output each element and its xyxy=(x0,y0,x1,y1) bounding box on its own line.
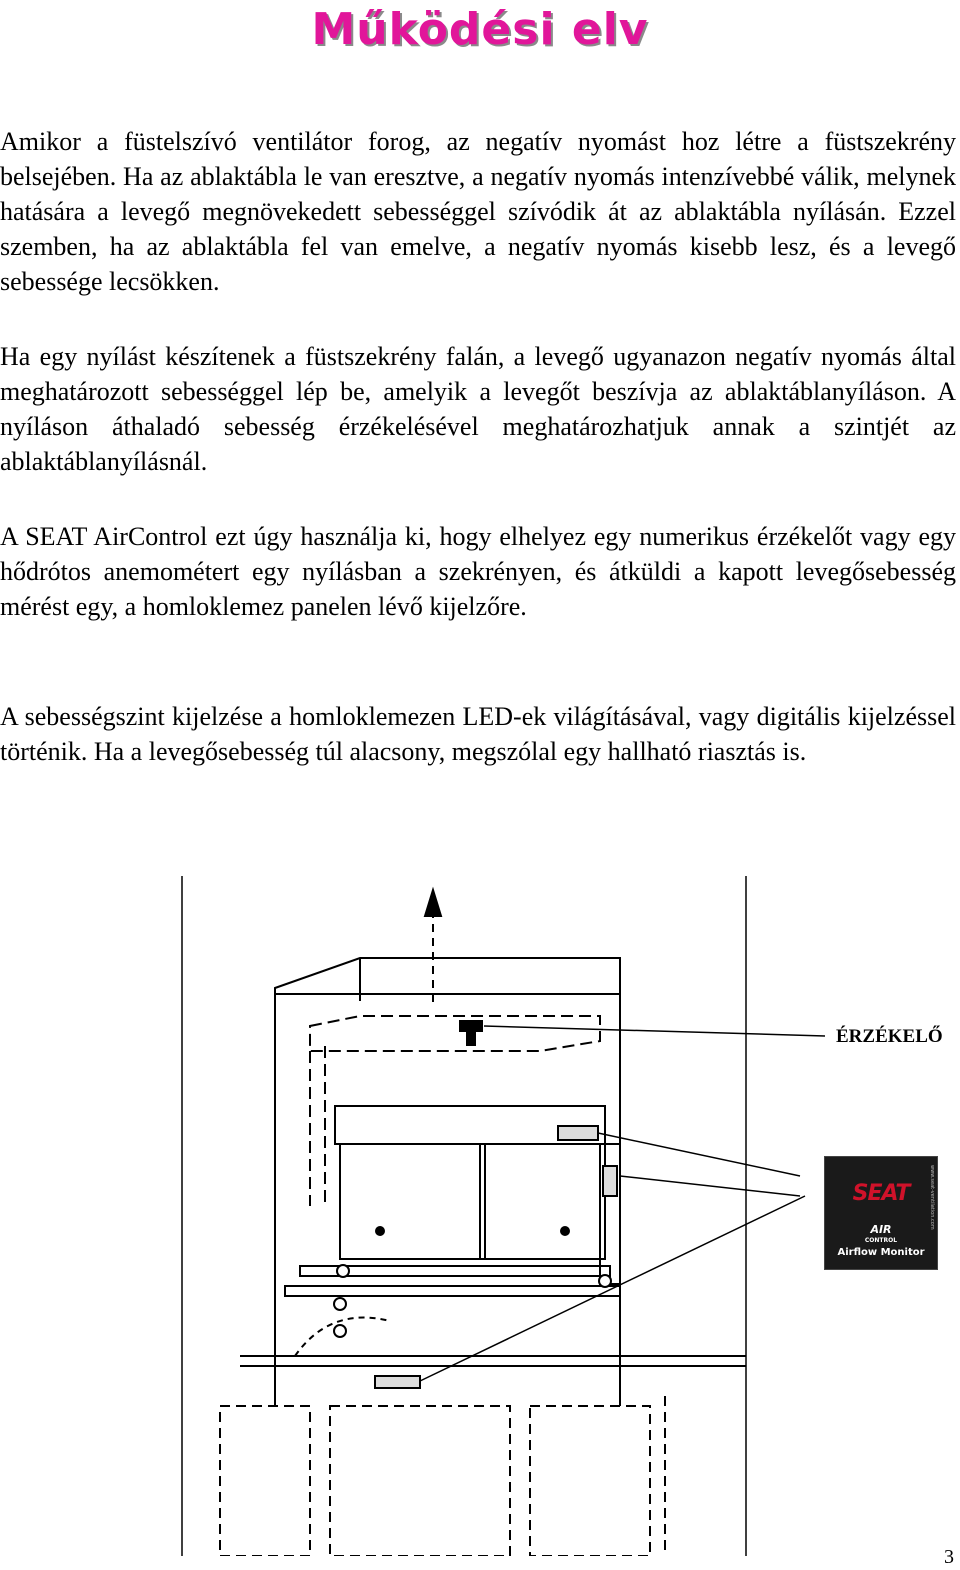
sensor-label: ÉRZÉKELŐ xyxy=(836,1026,943,1047)
panel-pointer-line xyxy=(598,1133,800,1176)
sensor-body xyxy=(460,1021,482,1031)
bottom-pointer-line xyxy=(420,1196,805,1381)
base-cabinet-right xyxy=(530,1406,650,1556)
base-cabinet-left xyxy=(220,1406,310,1556)
paragraph-working-principle: Amikor a füstelszívó ventilátor forog, az negatív nyomást hoz létre a füstszekrény belsejében. Ha az ablaktábla le van eresztve, a negatív nyomás intenzívebbé válik, melynek hatására a levegő megnövekedett sebességgel szívódik át az ablaktábla nyílásán. Ezzel szemben, ha az ablaktábla fel van emelve, a negatív nyomás kisebb lesz, és a levegő sebessége lecsökken. xyxy=(0,127,956,296)
bottom-display xyxy=(375,1376,420,1388)
cabinet-top xyxy=(275,958,620,994)
sash-window xyxy=(340,1144,605,1259)
page-number: 3 xyxy=(944,1546,954,1568)
monitor-subtitle: Airflow Monitor xyxy=(837,1247,925,1258)
monitor-control-label: CONTROL xyxy=(864,1237,898,1244)
side-pointer-line xyxy=(620,1176,800,1196)
sensor-pointer-line xyxy=(484,1026,825,1036)
interior-ceiling xyxy=(310,1016,600,1051)
exhaust-arrow-icon xyxy=(425,890,441,916)
monitor-website: www.seat-ventilation.com xyxy=(929,1165,935,1230)
page-title: Működési elv xyxy=(311,4,649,55)
sensor-stem xyxy=(467,1031,475,1045)
base-cabinet-middle xyxy=(330,1406,510,1556)
airflow-monitor-logo xyxy=(824,1156,938,1270)
monitor-brand: SEAT xyxy=(852,1181,910,1206)
monitor-air-label: AIR xyxy=(870,1223,892,1236)
paragraph-aircontrol: A SEAT AirControl ezt úgy használja ki, hogy elhelyez egy numerikus érzékelőt vagy egy hődrótos anemométert egy nyílásban a szekrényen, és átküldi a kapott levegősebesség mérést egy, a homloklemez panelen lévő kijelzőre. xyxy=(0,522,956,621)
panel-display xyxy=(558,1126,598,1140)
paragraph-wall-opening: Ha egy nyílást készítenek a füstszekrény falán, a levegő ugyanazon negatív nyomás által meghatározott sebességgel lép be, amelyik a levegőt beszívja az ablaktáblanyíláson. A nyíláson áthaladó sebesség érzékelésével meghatározhatjuk annak a szintjét az ablaktáblanyílásnál. xyxy=(0,342,956,476)
paragraph-display-alarm: A sebességszint kijelzése a homloklemezen LED-ek világításával, vagy digitális kijelzéssel történik. Ha a levegősebesség túl alacsony, megszólal egy hallható riasztás is. xyxy=(0,702,956,766)
